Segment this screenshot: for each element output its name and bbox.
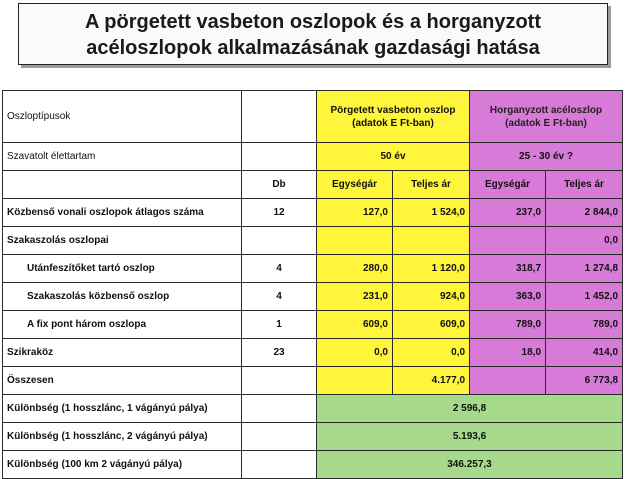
header-magenta-line1: Horganyzott acéloszlop bbox=[489, 104, 603, 116]
difference-value: 2 596,8 bbox=[317, 395, 623, 423]
table-row bbox=[3, 283, 623, 311]
subheader-m-unit: Egységár bbox=[470, 171, 546, 199]
row-m-unit: 363,0 bbox=[470, 283, 546, 311]
row-label: Szikraköz bbox=[3, 339, 242, 367]
subheader-blank bbox=[3, 171, 242, 199]
title-line-2: acéloszlopok alkalmazásának gazdasági hatása bbox=[86, 37, 540, 59]
row-m-unit: 318,7 bbox=[470, 255, 546, 283]
row-y-total: 924,0 bbox=[393, 283, 470, 311]
header-magenta bbox=[470, 91, 623, 143]
header-label: Oszloptípusok bbox=[3, 91, 242, 143]
row-y-total: 609,0 bbox=[393, 311, 470, 339]
row-m-total: 1 452,0 bbox=[546, 283, 623, 311]
subheader-row bbox=[3, 171, 623, 199]
row-y-unit: 609,0 bbox=[317, 311, 393, 339]
difference-label: Különbség (1 hosszlánc, 2 vágányú pálya) bbox=[3, 423, 242, 451]
title-line-1: A pörgetett vasbeton oszlopok és a horganyzott bbox=[85, 11, 541, 33]
header-yellow-line1: Pörgetett vasbeton oszlop bbox=[330, 104, 456, 116]
subheader-y-total: Teljes ár bbox=[393, 171, 470, 199]
subheader-db: Db bbox=[242, 171, 317, 199]
comparison-table bbox=[2, 90, 623, 479]
table-row bbox=[3, 255, 623, 283]
row-label: A fix pont három oszlopa bbox=[3, 311, 242, 339]
row-m-total: 0,0 bbox=[546, 227, 623, 255]
lifetime-row bbox=[3, 143, 623, 171]
difference-row bbox=[3, 395, 623, 423]
row-label: Szakaszolás oszlopai bbox=[3, 227, 242, 255]
difference-label: Különbség (100 km 2 vágányú pálya) bbox=[3, 451, 242, 479]
row-m-unit: 789,0 bbox=[470, 311, 546, 339]
header-db-blank bbox=[242, 91, 317, 143]
difference-db-blank bbox=[242, 423, 317, 451]
total-db-blank bbox=[242, 367, 317, 395]
table-row bbox=[3, 339, 623, 367]
difference-row bbox=[3, 423, 623, 451]
table-row bbox=[3, 199, 623, 227]
row-y-unit: 231,0 bbox=[317, 283, 393, 311]
title-box bbox=[18, 3, 608, 65]
row-y-unit: 280,0 bbox=[317, 255, 393, 283]
row-m-total: 1 274,8 bbox=[546, 255, 623, 283]
header-yellow-line2: (adatok E Ft-ban) bbox=[352, 117, 434, 129]
row-label: Szakaszolás közbenső oszlop bbox=[3, 283, 242, 311]
row-db: 4 bbox=[242, 255, 317, 283]
row-m-unit: 237,0 bbox=[470, 199, 546, 227]
difference-label: Különbség (1 hosszlánc, 1 vágányú pálya) bbox=[3, 395, 242, 423]
row-m-total: 789,0 bbox=[546, 311, 623, 339]
row-y-total: 0,0 bbox=[393, 339, 470, 367]
row-y-total: 1 120,0 bbox=[393, 255, 470, 283]
total-y-unit-blank bbox=[317, 367, 393, 395]
total-m-total: 6 773,8 bbox=[546, 367, 623, 395]
subheader-y-unit: Egységár bbox=[317, 171, 393, 199]
row-label: Utánfeszítőket tartó oszlop bbox=[3, 255, 242, 283]
row-m-unit bbox=[470, 227, 546, 255]
row-db: 1 bbox=[242, 311, 317, 339]
header-row bbox=[3, 91, 623, 143]
difference-row bbox=[3, 451, 623, 479]
row-y-unit: 127,0 bbox=[317, 199, 393, 227]
lifetime-magenta: 25 - 30 év ? bbox=[470, 143, 623, 171]
row-y-unit bbox=[317, 227, 393, 255]
row-db bbox=[242, 227, 317, 255]
lifetime-label: Szavatolt élettartam bbox=[3, 143, 242, 171]
total-y-total: 4.177,0 bbox=[393, 367, 470, 395]
table-row bbox=[3, 227, 623, 255]
difference-db-blank bbox=[242, 451, 317, 479]
table-row bbox=[3, 311, 623, 339]
header-yellow bbox=[317, 91, 470, 143]
row-db: 23 bbox=[242, 339, 317, 367]
row-m-total: 414,0 bbox=[546, 339, 623, 367]
row-y-unit: 0,0 bbox=[317, 339, 393, 367]
row-m-total: 2 844,0 bbox=[546, 199, 623, 227]
row-db: 4 bbox=[242, 283, 317, 311]
total-label: Összesen bbox=[3, 367, 242, 395]
difference-db-blank bbox=[242, 395, 317, 423]
total-m-unit-blank bbox=[470, 367, 546, 395]
subheader-m-total: Teljes ár bbox=[546, 171, 623, 199]
difference-value: 346.257,3 bbox=[317, 451, 623, 479]
row-label: Közbenső vonali oszlopok átlagos száma bbox=[3, 199, 242, 227]
row-m-unit: 18,0 bbox=[470, 339, 546, 367]
lifetime-yellow: 50 év bbox=[317, 143, 470, 171]
row-y-total: 1 524,0 bbox=[393, 199, 470, 227]
total-row bbox=[3, 367, 623, 395]
lifetime-db-blank bbox=[242, 143, 317, 171]
row-y-total bbox=[393, 227, 470, 255]
difference-value: 5.193,6 bbox=[317, 423, 623, 451]
row-db: 12 bbox=[242, 199, 317, 227]
header-magenta-line2: (adatok E Ft-ban) bbox=[505, 117, 587, 129]
